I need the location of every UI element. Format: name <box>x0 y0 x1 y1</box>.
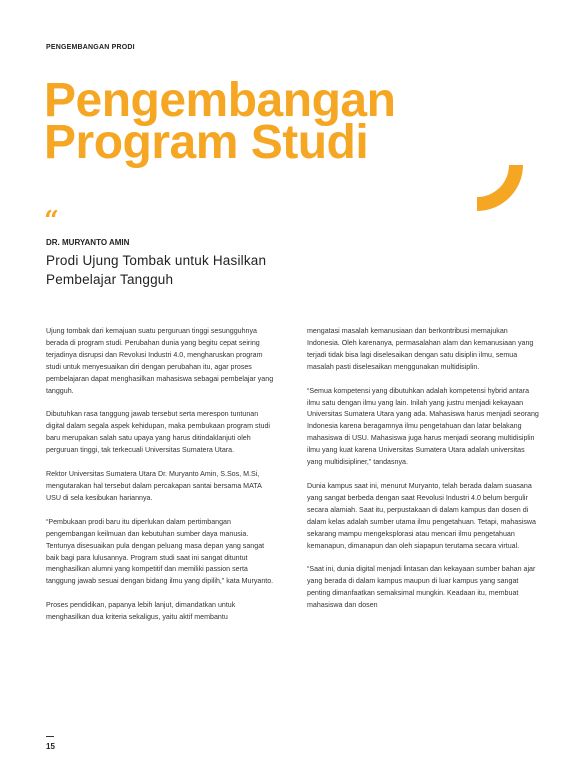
quote-mark-icon: “ <box>44 206 59 236</box>
paragraph: Dunia kampus saat ini, menurut Muryanto, telah berada dalam suasana yang sangat berbeda dengan saat Revolusi Industri 4.0 belum bergulir secara alamiah. Saat itu, perpustakaan di dalam kampus dan dosen di dalam kelas adalah sumber utama ilmu pengetahuan. Tetapi, mahasiswa sekarang mampu mengeksplorasi atau mencari ilmu pengetahuan kemanapun, dimanapun dan oleh siapapun terutama secara virtual. <box>307 481 536 550</box>
paragraph: mengatasi masalah kemanusiaan dan berkontribusi memajukan Indonesia. Oleh karenanya, permasalahan alam dan kemanusiaan yang terjadi tidak bisa lagi diselesaikan dengan satu disiplin ilmu, semua masalah pasti diselesaikan menggunakan multidisiplin. <box>307 327 534 371</box>
page-title <box>44 74 396 169</box>
page-number: 15 <box>46 742 55 751</box>
paragraph: “Semua kompetensi yang dibutuhkan adalah kompetensi hybrid antara ilmu satu dengan ilmu yang lain. Inilah yang justru menjadi kekayaan Universitas Sumatera Utara yang ada. Mahasiswa harus menjadi seorang Indonesia karena beragamnya ilmu pengetahuan dan latar belakang mahasiswa di USU. Mahasiswa juga harus menjadi seorang multidisiplin ilmu yang kuat karena Universitas Sumatera Utara adalah universitas yang multidisipliner,” tandasnya. <box>307 386 539 467</box>
paragraph: Dibutuhkan rasa tanggung jawab tersebut serta merespon tuntunan digital dalam segala aspek kehidupan, maka pembukaan program studi baru merupakan salah satu upaya yang harus ditindaklanjuti oleh perguruan tinggi, tak terkecuali Universitas Sumatera Utara. <box>46 410 270 455</box>
right-column <box>307 326 539 624</box>
title-line-2: Program Studi <box>44 116 369 169</box>
left-column <box>46 326 278 636</box>
article-subtitle: Prodi Ujung Tombak untuk Hasilkan Pembelajar Tangguh <box>46 253 267 287</box>
section-label: PENGEMBANGAN PRODI <box>46 44 135 51</box>
title-line-1: Pengembangan <box>44 74 396 127</box>
paragraph: “Pembukaan prodi baru itu diperlukan dalam pertimbangan pengembangan keilmuan dan kebutuhan sumber daya manusia. Tentunya disesuaikan pula dengan peluang masa depan yang sangat baik bagi para lulusannya. Program studi saat ini sangat dituntut menghasilkan alumni yang kompetitif dan memiliki passion serta tanggung jawab sesuai dengan bidang ilmu yang dipilih,” kata Muryanto. <box>46 517 274 586</box>
paragraph: “Saat ini, dunia digital menjadi lintasan dan kekayaan sumber bahan ajar yang berada di dalam kampus maupun di luar kampus yang sangat penting dimanfaatkan semaksimal mungkin. Keadaan itu, membuat mahasiswa dan dosen <box>307 565 536 610</box>
paragraph: Rektor Universitas Sumatera Utara Dr. Muryanto Amin, S.Sos, M.Si, mengutarakan hal tersebut dalam percakapan santai bersama MATA USU di sela kesibukan hariannya. <box>46 470 262 502</box>
paragraph: Proses pendidikan, papanya lebih lanjut, dimandatkan untuk menghasilkan dua kriteria sekaligus, yaitu aktif membantu <box>46 601 236 622</box>
page-number-divider <box>46 736 54 737</box>
paragraph: Ujung tombak dari kemajuan suatu perguruan tinggi sesungguhnya berada di program studi. Perubahan dunia yang begitu cepat seiring terjadinya disrupsi dan Revolusi Industri 4.0, mengharuskan program studi untuk menyesuaikan diri dengan perubahan itu, agar proses pembelajaran dapat menghasilkan mahasiswa sebagai pembelajar yang tangguh. <box>46 327 274 395</box>
author-name: DR. MURYANTO AMIN <box>46 238 130 247</box>
decorative-arc-icon <box>475 163 525 213</box>
